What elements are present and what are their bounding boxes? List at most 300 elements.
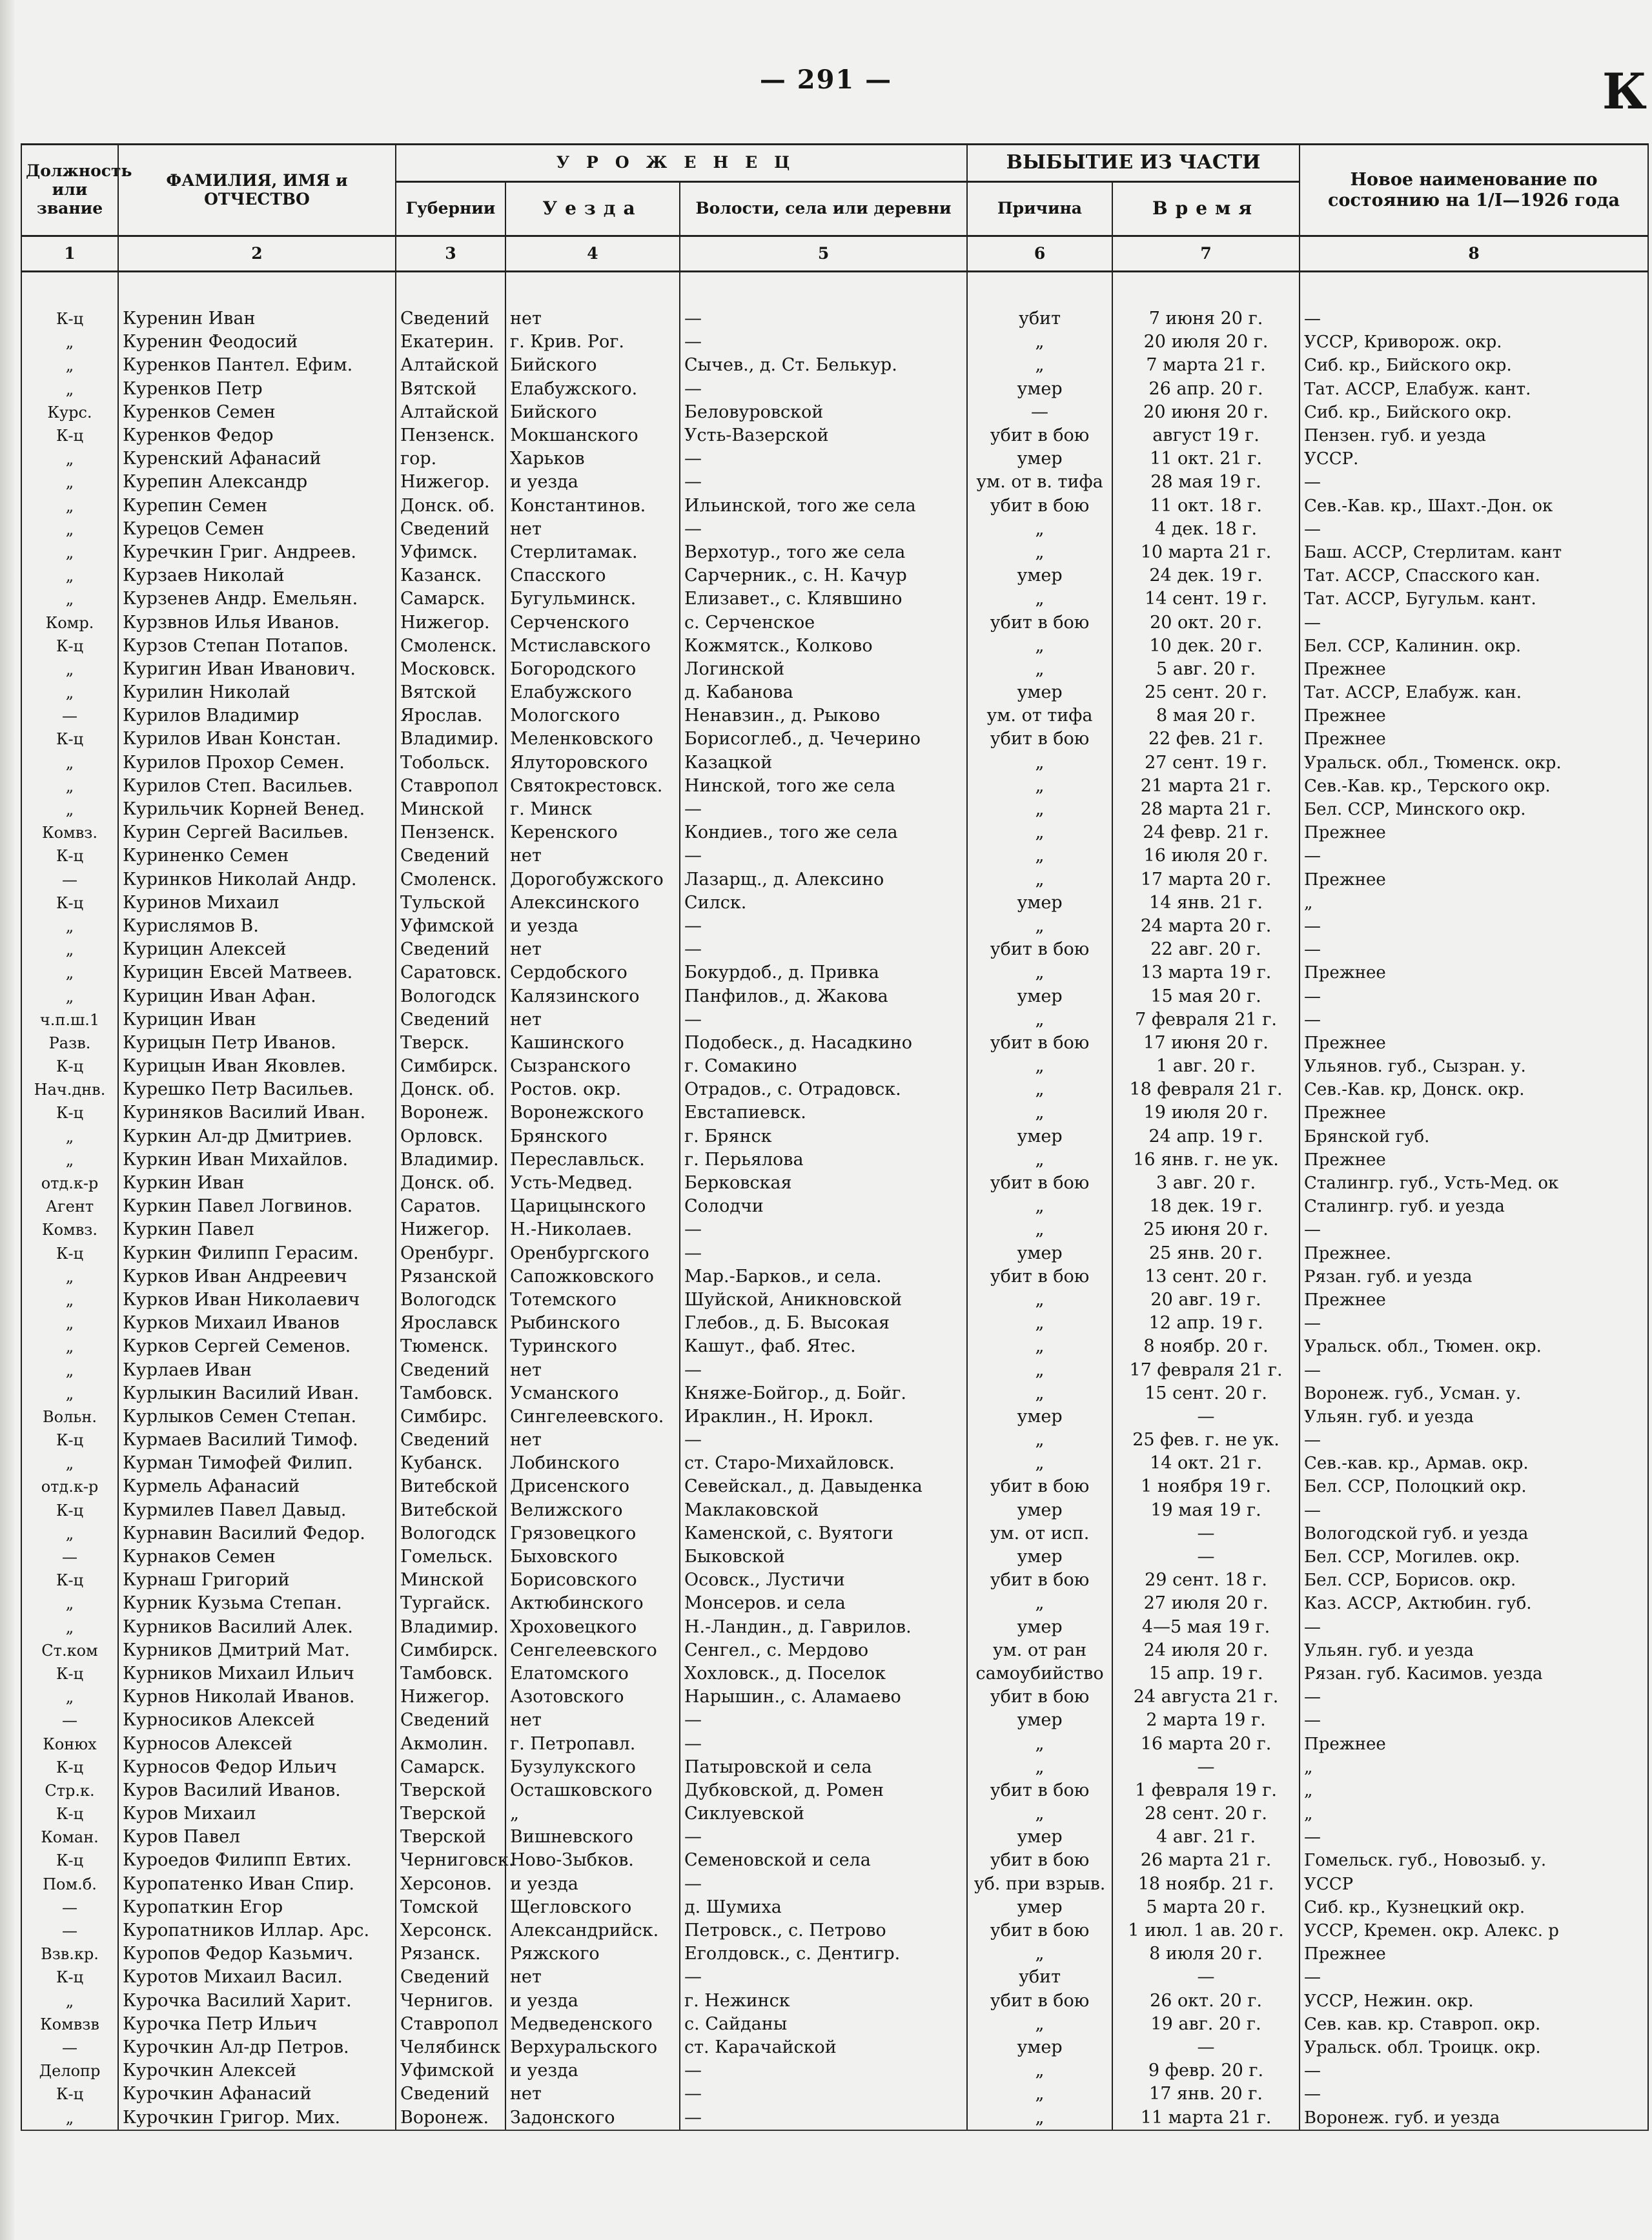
name-cell: Куренков Федор: [118, 424, 396, 447]
rank-cell: Комвз.: [21, 821, 118, 844]
new-name-cell: Сев.-Кав. кр., Терского окр.: [1300, 775, 1648, 798]
province-cell: Владимир.: [396, 728, 505, 751]
name-cell: Куринов Михаил: [118, 891, 396, 915]
table-row: [21, 821, 1648, 844]
rank-cell: „: [21, 681, 118, 704]
name-cell: Курмаев Василий Тимоф.: [118, 1429, 396, 1452]
date-cell: 16 июля 20 г.: [1112, 844, 1300, 868]
province-cell: Самарск.: [396, 587, 505, 611]
cause-cell: „: [967, 775, 1112, 798]
district-cell: Азотовского: [505, 1685, 680, 1709]
column-number: 8: [1300, 236, 1648, 272]
rank-cell: Взв.кр.: [21, 1942, 118, 1966]
table-row: [21, 1218, 1648, 1241]
cause-cell: умер: [967, 1709, 1112, 1732]
district-cell: Усманского: [505, 1382, 680, 1405]
district-cell: Задонского: [505, 2106, 680, 2130]
rank-cell: Вольн.: [21, 1405, 118, 1429]
cause-cell: „: [967, 2059, 1112, 2082]
date-cell: 28 мая 19 г.: [1112, 471, 1300, 494]
province-cell: Херсонов.: [396, 1873, 505, 1896]
cause-cell: уб. при взрыв.: [967, 1873, 1112, 1896]
rank-cell: Агент: [21, 1195, 118, 1218]
district-cell: Царицынского: [505, 1195, 680, 1218]
new-name-cell: Прежнее: [1300, 821, 1648, 844]
district-cell: „: [505, 1802, 680, 1826]
name-cell: Курзов Степан Потапов.: [118, 635, 396, 658]
name-cell: Курносов Алексей: [118, 1732, 396, 1755]
cause-cell: „: [967, 1055, 1112, 1078]
table-row: [21, 564, 1648, 587]
district-cell: Константинов.: [505, 494, 680, 518]
cause-cell: убит: [967, 1966, 1112, 1989]
casualty-register-table: [21, 143, 1649, 2131]
village-cell: —: [680, 518, 967, 541]
table-row: [21, 1405, 1648, 1429]
village-cell: Петровск., с. Петрово: [680, 1919, 967, 1942]
table-row: [21, 1709, 1648, 1732]
village-cell: Еголдовск., с. Дентигр.: [680, 1942, 967, 1966]
village-cell: —: [680, 307, 967, 331]
date-cell: 13 марта 19 г.: [1112, 961, 1300, 984]
name-cell: Курнаков Семен: [118, 1545, 396, 1569]
column-number: 5: [680, 236, 967, 272]
table-row: [21, 2059, 1648, 2082]
province-cell: Минской: [396, 798, 505, 821]
district-cell: Щегловского: [505, 1896, 680, 1919]
table-row: [21, 1475, 1648, 1498]
table-row: [21, 1896, 1648, 1919]
province-cell: Чернигов.: [396, 1990, 505, 2013]
name-cell: Курзенев Андр. Емельян.: [118, 587, 396, 611]
province-cell: Екатерин.: [396, 331, 505, 354]
new-name-cell: —: [1300, 844, 1648, 868]
village-cell: —: [680, 1732, 967, 1755]
table-row: [21, 775, 1648, 798]
province-cell: Нижегор.: [396, 1685, 505, 1709]
new-name-cell: Бел. ССР, Минского окр.: [1300, 798, 1648, 821]
date-cell: 15 сент. 20 г.: [1112, 1382, 1300, 1405]
district-cell: г. Крив. Рог.: [505, 331, 680, 354]
province-cell: Тверской: [396, 1779, 505, 1802]
rank-cell: К-ц: [21, 635, 118, 658]
cause-cell: „: [967, 1942, 1112, 1966]
district-cell: Стерлитамак.: [505, 541, 680, 564]
village-cell: —: [680, 844, 967, 868]
name-cell: Курносиков Алексей: [118, 1709, 396, 1732]
village-cell: —: [680, 938, 967, 961]
cause-cell: убит: [967, 307, 1112, 331]
district-cell: нет: [505, 2082, 680, 2106]
rank-cell: „: [21, 378, 118, 401]
province-cell: Тамбовск.: [396, 1662, 505, 1685]
province-cell: Вологодск: [396, 1288, 505, 1312]
cause-cell: умер: [967, 1826, 1112, 1849]
rank-cell: —: [21, 1919, 118, 1942]
new-name-cell: Прежнее: [1300, 704, 1648, 728]
district-cell: Алексинского: [505, 891, 680, 915]
table-row: [21, 447, 1648, 471]
village-cell: Шуйской, Аникновской: [680, 1288, 967, 1312]
district-cell: и уезда: [505, 1873, 680, 1896]
table-row: [21, 1148, 1648, 1172]
village-cell: Кондиев., того же села: [680, 821, 967, 844]
new-name-cell: УССР, Кремен. окр. Алекс. р: [1300, 1919, 1648, 1942]
name-cell: Куренский Афанасий: [118, 447, 396, 471]
date-cell: —: [1112, 2036, 1300, 2059]
cause-cell: умер: [967, 2036, 1112, 2059]
village-cell: Патыровской и села: [680, 1756, 967, 1779]
village-cell: Ненавзин., д. Рыково: [680, 704, 967, 728]
district-cell: Борисовского: [505, 1569, 680, 1592]
cause-cell: убит в бою: [967, 1849, 1112, 1872]
date-cell: 29 сент. 18 г.: [1112, 1569, 1300, 1592]
rank-cell: „: [21, 1125, 118, 1148]
cause-cell: —: [967, 401, 1112, 424]
province-cell: Алтайской: [396, 354, 505, 377]
date-cell: 8 ноябр. 20 г.: [1112, 1335, 1300, 1358]
new-name-cell: —: [1300, 1218, 1648, 1241]
village-cell: —: [680, 915, 967, 938]
cause-cell: „: [967, 1335, 1112, 1358]
table-row: [21, 1942, 1648, 1966]
rank-cell: „: [21, 1382, 118, 1405]
province-cell: Тургайск.: [396, 1592, 505, 1615]
table-row: [21, 658, 1648, 681]
province-cell: Смоленск.: [396, 868, 505, 891]
province-cell: Рязанск.: [396, 1942, 505, 1966]
village-cell: Елизавет., с. Клявшино: [680, 587, 967, 611]
province-cell: Сведений: [396, 2082, 505, 2106]
new-name-cell: Сиб. кр., Бийского окр.: [1300, 401, 1648, 424]
name-cell: Курнов Николай Иванов.: [118, 1685, 396, 1709]
rank-cell: „: [21, 518, 118, 541]
village-cell: Сычев., д. Ст. Белькур.: [680, 354, 967, 377]
cause-cell: убит в бою: [967, 1265, 1112, 1288]
cause-cell: „: [967, 1732, 1112, 1755]
name-cell: Куречкин Григ. Андреев.: [118, 541, 396, 564]
district-cell: Сингелеевского.: [505, 1405, 680, 1429]
new-name-cell: Рязан. губ. Касимов. уезда: [1300, 1662, 1648, 1685]
table-row: [21, 611, 1648, 634]
cause-cell: умер: [967, 564, 1112, 587]
rank-cell: „: [21, 471, 118, 494]
new-name-cell: —: [1300, 1685, 1648, 1709]
table-row: [21, 891, 1648, 915]
name-cell: Курнавин Василий Федор.: [118, 1522, 396, 1545]
cause-cell: „: [967, 868, 1112, 891]
village-cell: Глебов., д. Б. Высокая: [680, 1312, 967, 1335]
province-cell: Тульской: [396, 891, 505, 915]
new-name-cell: Воронеж. губ. и уезда: [1300, 2106, 1648, 2130]
date-cell: 24 июля 20 г.: [1112, 1639, 1300, 1662]
new-name-cell: Бел. ССР, Могилев. окр.: [1300, 1545, 1648, 1569]
district-cell: Бугульминск.: [505, 587, 680, 611]
name-cell: Курецов Семен: [118, 518, 396, 541]
table-row: [21, 1639, 1648, 1662]
date-cell: 8 мая 20 г.: [1112, 704, 1300, 728]
table-row: [21, 2036, 1648, 2059]
table-row: [21, 354, 1648, 377]
date-cell: —: [1112, 1522, 1300, 1545]
rank-cell: „: [21, 1288, 118, 1312]
rank-cell: „: [21, 331, 118, 354]
name-cell: Курлыкин Василий Иван.: [118, 1382, 396, 1405]
province-cell: Нижегор.: [396, 1218, 505, 1241]
cause-cell: умер: [967, 1125, 1112, 1148]
rank-cell: К-ц: [21, 1569, 118, 1592]
province-cell: Сведений: [396, 1966, 505, 1989]
village-cell: —: [680, 1966, 967, 1989]
district-cell: Сердобского: [505, 961, 680, 984]
village-cell: —: [680, 1826, 967, 1849]
rank-cell: К-ц: [21, 1101, 118, 1125]
cause-cell: ум. от ран: [967, 1639, 1112, 1662]
rank-cell: „: [21, 751, 118, 775]
date-cell: 27 июля 20 г.: [1112, 1592, 1300, 1615]
table-row: [21, 1849, 1648, 1872]
cause-cell: умер: [967, 1896, 1112, 1919]
rank-cell: Делопр: [21, 2059, 118, 2082]
district-cell: Медведенского: [505, 2013, 680, 2036]
date-cell: 19 июля 20 г.: [1112, 1101, 1300, 1125]
rank-cell: —: [21, 1709, 118, 1732]
date-cell: 4—5 мая 19 г.: [1112, 1616, 1300, 1639]
new-name-cell: Тат. АССР, Спасского кан.: [1300, 564, 1648, 587]
new-name-cell: —: [1300, 1429, 1648, 1452]
new-name-cell: —: [1300, 1616, 1648, 1639]
cause-cell: убит в бою: [967, 1475, 1112, 1498]
date-cell: 24 августа 21 г.: [1112, 1685, 1300, 1709]
village-cell: ст. Старо-Михайловск.: [680, 1452, 967, 1475]
date-cell: 24 дек. 19 г.: [1112, 564, 1300, 587]
table-row: [21, 494, 1648, 518]
date-cell: 12 апр. 19 г.: [1112, 1312, 1300, 1335]
province-cell: Рязанской: [396, 1265, 505, 1288]
new-name-cell: —: [1300, 1826, 1648, 1849]
village-cell: г. Сомакино: [680, 1055, 967, 1078]
village-cell: —: [680, 447, 967, 471]
rank-cell: К-ц: [21, 1242, 118, 1265]
province-cell: Пензенск.: [396, 821, 505, 844]
name-cell: Куренков Петр: [118, 378, 396, 401]
village-cell: Борисоглеб., д. Чечерино: [680, 728, 967, 751]
cause-cell: „: [967, 798, 1112, 821]
rank-cell: „: [21, 494, 118, 518]
village-cell: с. Серченское: [680, 611, 967, 634]
date-cell: 21 марта 21 г.: [1112, 775, 1300, 798]
table-row: [21, 1055, 1648, 1078]
district-cell: нет: [505, 1709, 680, 1732]
date-cell: 28 марта 21 г.: [1112, 798, 1300, 821]
table-row: [21, 1990, 1648, 2013]
header-new-name: Новое наименование по состоянию на 1/I—1926 года: [1300, 145, 1648, 236]
name-cell: Курзаев Николай: [118, 564, 396, 587]
date-cell: 18 февраля 21 г.: [1112, 1078, 1300, 1101]
new-name-cell: УССР, Нежин. окр.: [1300, 1990, 1648, 2013]
district-cell: Кашинского: [505, 1032, 680, 1055]
name-cell: Куротов Михаил Васил.: [118, 1966, 396, 1989]
province-cell: Донск. об.: [396, 494, 505, 518]
district-cell: Дрисенского: [505, 1475, 680, 1498]
date-cell: 14 янв. 21 г.: [1112, 891, 1300, 915]
table-row: [21, 1382, 1648, 1405]
cause-cell: „: [967, 1008, 1112, 1032]
district-cell: Елабужского.: [505, 378, 680, 401]
new-name-cell: Тат. АССР, Бугульм. кант.: [1300, 587, 1648, 611]
district-cell: Ряжского: [505, 1942, 680, 1966]
table-row: [21, 2013, 1648, 2036]
village-cell: Княже-Бойгор., д. Бойг.: [680, 1382, 967, 1405]
date-cell: 28 сент. 20 г.: [1112, 1802, 1300, 1826]
cause-cell: ум. от в. тифа: [967, 471, 1112, 494]
new-name-cell: УССР: [1300, 1873, 1648, 1896]
name-cell: Куропатников Иллар. Арс.: [118, 1919, 396, 1942]
province-cell: Воронеж.: [396, 1101, 505, 1125]
district-cell: Ростов. окр.: [505, 1078, 680, 1101]
village-cell: —: [680, 2106, 967, 2130]
date-cell: 3 авг. 20 г.: [1112, 1172, 1300, 1195]
table-row: [21, 1616, 1648, 1639]
new-name-cell: Прежнее: [1300, 1942, 1648, 1966]
district-cell: Бийского: [505, 401, 680, 424]
rank-cell: „: [21, 1522, 118, 1545]
province-cell: Донск. об.: [396, 1078, 505, 1101]
province-cell: Тверской: [396, 1826, 505, 1849]
province-cell: Кубанск.: [396, 1452, 505, 1475]
table-row: [21, 1802, 1648, 1826]
name-cell: Курин Сергей Васильев.: [118, 821, 396, 844]
village-cell: Усть-Вазерской: [680, 424, 967, 447]
new-name-cell: Ульян. губ. и уезда: [1300, 1639, 1648, 1662]
date-cell: 15 мая 20 г.: [1112, 984, 1300, 1008]
date-cell: 14 окт. 21 г.: [1112, 1452, 1300, 1475]
table-row: [21, 704, 1648, 728]
new-name-cell: УССР.: [1300, 447, 1648, 471]
province-cell: гор.: [396, 447, 505, 471]
date-cell: 19 авг. 20 г.: [1112, 2013, 1300, 2036]
name-cell: Курков Иван Андреевич: [118, 1265, 396, 1288]
table-row: [21, 1265, 1648, 1288]
province-cell: Сведений: [396, 1008, 505, 1032]
village-cell: Дубковской, д. Ромен: [680, 1779, 967, 1802]
cause-cell: „: [967, 1452, 1112, 1475]
village-cell: Ираклин., Н. Ирокл.: [680, 1405, 967, 1429]
table-row: [21, 1172, 1648, 1195]
rank-cell: „: [21, 1335, 118, 1358]
header-province: Губернии: [396, 182, 505, 236]
table-row: [21, 1545, 1648, 1569]
province-cell: Донск. об.: [396, 1172, 505, 1195]
village-cell: Быковской: [680, 1545, 967, 1569]
column-number: 6: [967, 236, 1112, 272]
rank-cell: Стр.к.: [21, 1779, 118, 1802]
village-cell: Солодчи: [680, 1195, 967, 1218]
rank-cell: „: [21, 961, 118, 984]
name-cell: Куров Михаил: [118, 1802, 396, 1826]
cause-cell: умер: [967, 984, 1112, 1008]
new-name-cell: Прежнее: [1300, 1032, 1648, 1055]
table-row: [21, 798, 1648, 821]
rank-cell: Пом.б.: [21, 1873, 118, 1896]
cause-cell: „: [967, 821, 1112, 844]
district-cell: Тотемского: [505, 1288, 680, 1312]
district-cell: Мокшанского: [505, 424, 680, 447]
cause-cell: „: [967, 1218, 1112, 1241]
table-row: [21, 1429, 1648, 1452]
header-name: ФАМИЛИЯ, ИМЯ и ОТЧЕСТВО: [118, 145, 396, 236]
province-cell: Нижегор.: [396, 471, 505, 494]
new-name-cell: —: [1300, 2059, 1648, 2082]
table-row: [21, 2106, 1648, 2130]
cause-cell: „: [967, 1802, 1112, 1826]
table-row: [21, 1312, 1648, 1335]
district-cell: Верхуральского: [505, 2036, 680, 2059]
cause-cell: „: [967, 587, 1112, 611]
district-cell: Рыбинского: [505, 1312, 680, 1335]
new-name-cell: Сиб. кр., Бийского окр.: [1300, 354, 1648, 377]
header-time: Время: [1112, 182, 1300, 236]
district-cell: Вишневского: [505, 1826, 680, 1849]
date-cell: 20 авг. 19 г.: [1112, 1288, 1300, 1312]
table-row: [21, 868, 1648, 891]
date-cell: 17 февраля 21 г.: [1112, 1358, 1300, 1381]
cause-cell: убит в бою: [967, 1779, 1112, 1802]
rank-cell: отд.к-р: [21, 1172, 118, 1195]
date-cell: 9 февр. 20 г.: [1112, 2059, 1300, 2082]
rank-cell: К-ц: [21, 2082, 118, 2106]
column-number: 7: [1112, 236, 1300, 272]
cause-cell: умер: [967, 1545, 1112, 1569]
table-row: [21, 1358, 1648, 1381]
cause-cell: убит в бою: [967, 1919, 1112, 1942]
table-row: [21, 1779, 1648, 1802]
name-cell: Куренков Пантел. Ефим.: [118, 354, 396, 377]
district-cell: Ново-Зыбков.: [505, 1849, 680, 1872]
date-cell: 14 сент. 19 г.: [1112, 587, 1300, 611]
province-cell: Сведений: [396, 844, 505, 868]
name-cell: Курилов Иван Констан.: [118, 728, 396, 751]
date-cell: 16 янв. г. не ук.: [1112, 1148, 1300, 1172]
new-name-cell: Ульянов. губ., Сызран. у.: [1300, 1055, 1648, 1078]
cause-cell: умер: [967, 1242, 1112, 1265]
province-cell: Саратов.: [396, 1195, 505, 1218]
new-name-cell: Прежнее: [1300, 961, 1648, 984]
name-cell: Курислямов В.: [118, 915, 396, 938]
village-cell: Нарышин., с. Аламаево: [680, 1685, 967, 1709]
cause-cell: „: [967, 2013, 1112, 2036]
table-row: [21, 424, 1648, 447]
rank-cell: „: [21, 915, 118, 938]
district-cell: Калязинского: [505, 984, 680, 1008]
cause-cell: „: [967, 354, 1112, 377]
province-cell: Черниговск.: [396, 1849, 505, 1872]
village-cell: г. Брянск: [680, 1125, 967, 1148]
village-cell: Евстапиевск.: [680, 1101, 967, 1125]
province-cell: Акмолин.: [396, 1732, 505, 1755]
village-cell: Логинской: [680, 658, 967, 681]
new-name-cell: Баш. АССР, Стерлитам. кант: [1300, 541, 1648, 564]
name-cell: Курносов Федор Ильич: [118, 1756, 396, 1779]
cause-cell: самоубийство: [967, 1662, 1112, 1685]
village-cell: Казацкой: [680, 751, 967, 775]
name-cell: Курков Михаил Иванов: [118, 1312, 396, 1335]
province-cell: Саратовск.: [396, 961, 505, 984]
rank-cell: „: [21, 984, 118, 1008]
cause-cell: убит в бою: [967, 728, 1112, 751]
date-cell: —: [1112, 1756, 1300, 1779]
new-name-cell: Уральск. обл. Троицк. окр.: [1300, 2036, 1648, 2059]
